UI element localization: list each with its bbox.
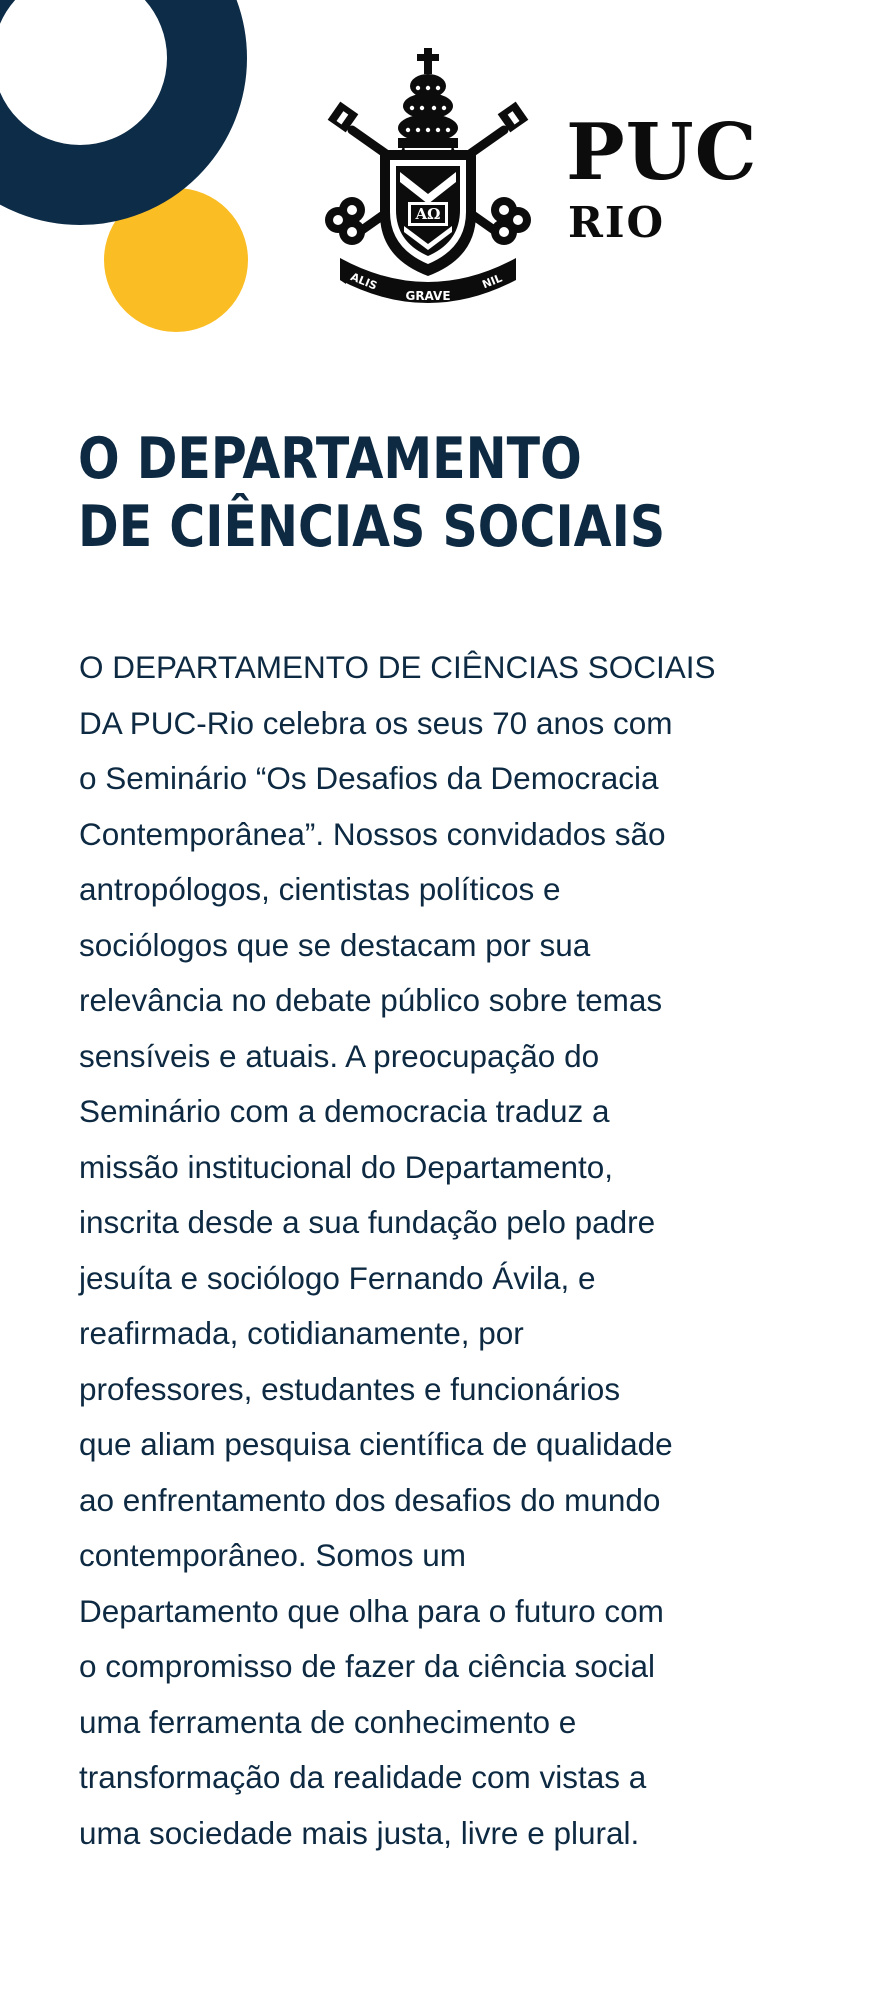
page-title-line-1: O DEPARTAMENTO xyxy=(78,426,582,492)
body-line: sensíveis e atuais. A preocupação do xyxy=(79,1037,600,1074)
body-line: contemporâneo. Somos um xyxy=(79,1537,466,1573)
emblem-letters: AΩ xyxy=(415,205,441,223)
body-line: O DEPARTAMENTO DE CIÊNCIAS SOCIAIS xyxy=(79,649,716,685)
body-line: o compromisso de fazer da ciência social xyxy=(79,1648,656,1684)
body-line: o Seminário “Os Desafios da Democracia xyxy=(79,760,659,796)
body-line: ao enfrentamento dos desafios do mundo xyxy=(79,1481,661,1518)
body-line: Contemporânea”. Nossos convidados são xyxy=(79,815,666,852)
body-line: inscrita desde a sua fundação pelo padre xyxy=(79,1204,656,1240)
page-title xyxy=(78,425,714,561)
body-paragraph xyxy=(79,640,819,1861)
body-line: Seminário com a democracia traduz a xyxy=(79,1093,610,1129)
body-line: DA PUC-Rio celebra os seus 70 anos com xyxy=(79,704,673,741)
body-line: reafirmada, cotidianamente, por xyxy=(79,1315,524,1351)
body-line: jesuíta e sociólogo Fernando Ávila, e xyxy=(79,1259,596,1296)
body-line: antropólogos, cientistas políticos e xyxy=(79,871,561,907)
motto-left: ALIS xyxy=(348,270,380,293)
decorative-circles xyxy=(0,0,260,340)
page-title-line-2: DE CIÊNCIAS SOCIAIS xyxy=(78,494,666,560)
motto-right: NIL xyxy=(480,271,505,292)
body-line: que aliam pesquisa científica de qualidade xyxy=(79,1426,673,1462)
motto-center: GRAVE xyxy=(405,289,451,303)
body-line: professores, estudantes e funcionários xyxy=(79,1370,621,1407)
body-line: transformação da realidade com vistas a xyxy=(79,1759,647,1795)
body-line: relevância no debate público sobre temas xyxy=(79,982,663,1018)
crest-emblem-icon xyxy=(318,44,538,304)
body-line: Departamento que olha para o futuro com xyxy=(79,1592,664,1629)
body-line: uma sociedade mais justa, livre e plural. xyxy=(79,1814,640,1851)
puc-rio-logo xyxy=(318,44,778,304)
logo-wordmark-puc: PUC xyxy=(566,107,758,198)
logo-wordmark-rio: RIO xyxy=(568,198,666,247)
navy-ring-shape xyxy=(0,0,207,185)
body-line: uma ferramenta de conhecimento e xyxy=(79,1703,577,1740)
body-line: missão institucional do Departamento, xyxy=(79,1148,614,1185)
body-line: sociólogos que se destacam por sua xyxy=(79,926,591,963)
